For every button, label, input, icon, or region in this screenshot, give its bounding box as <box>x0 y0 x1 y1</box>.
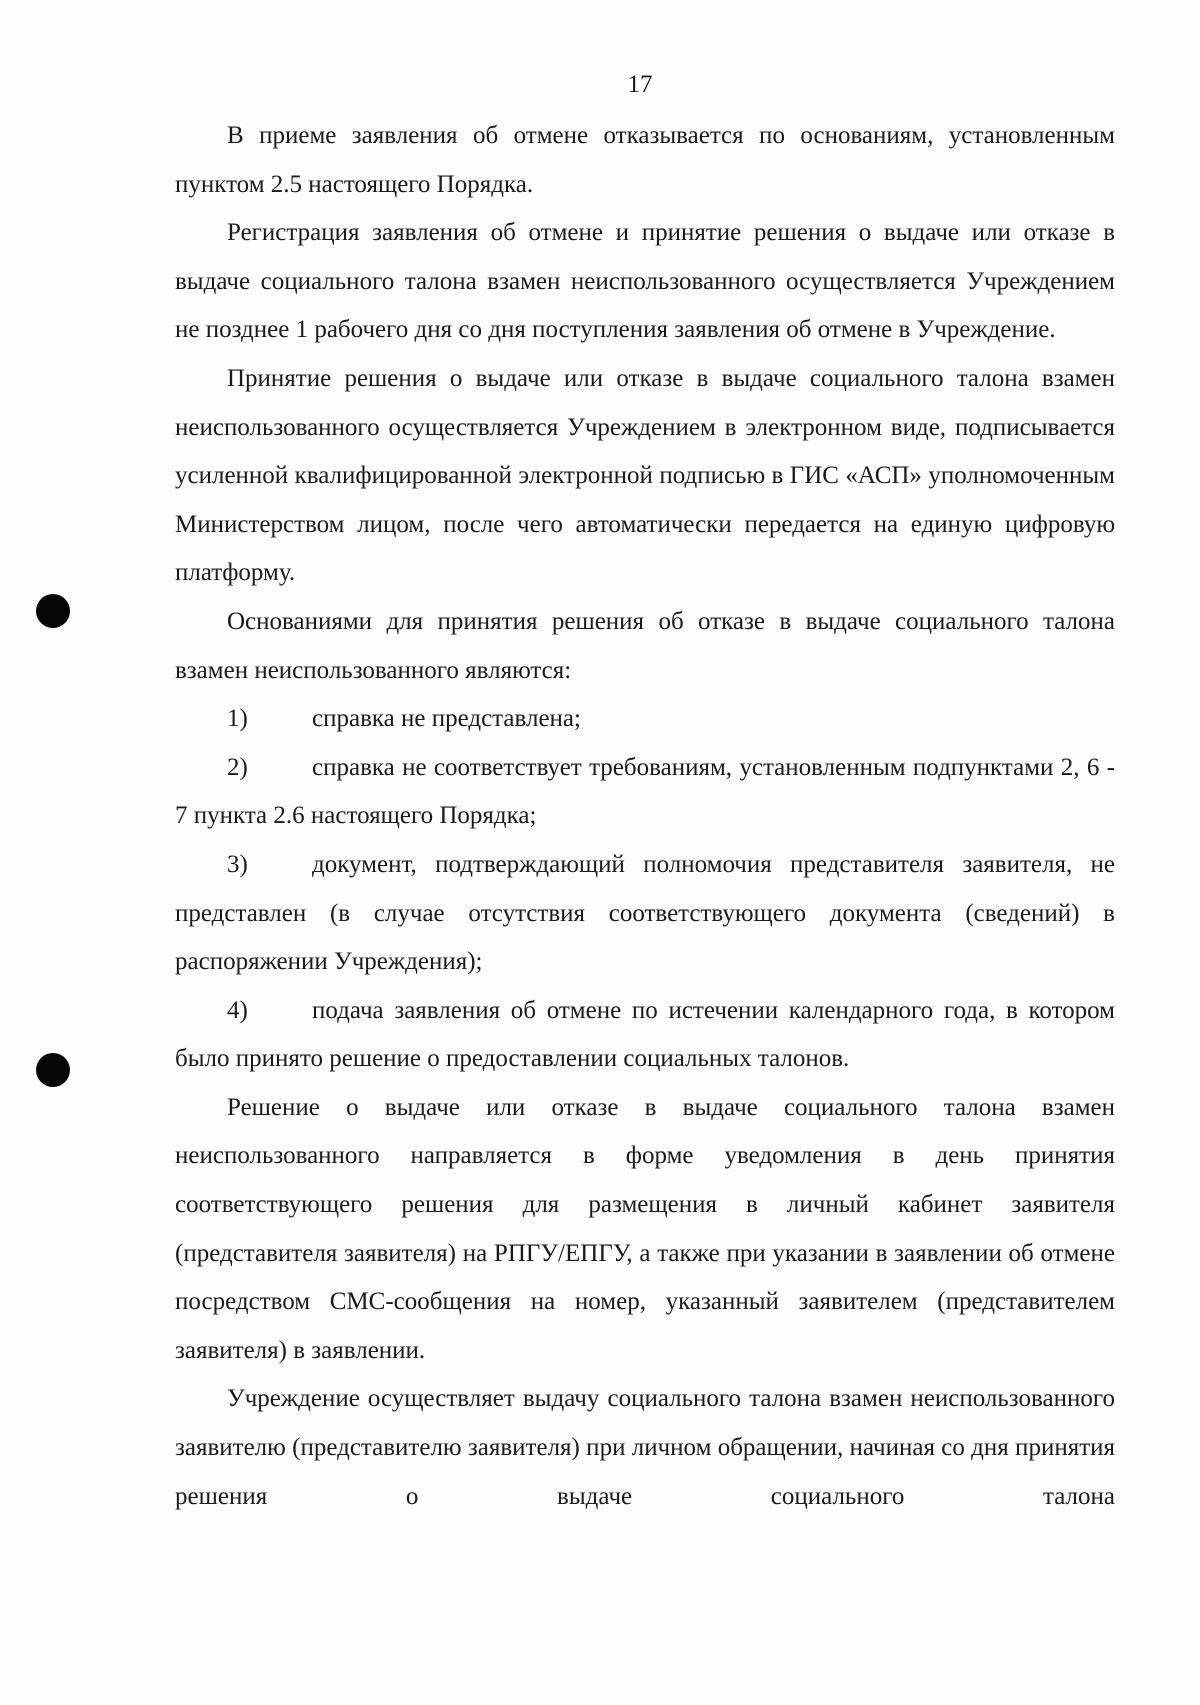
list-item-text: справка не соответствует требованиям, установленным подпунктами 2, 6 - 7 пункта 2.6 настоящего Порядка; <box>175 753 1115 830</box>
list-item-number: 2) <box>227 753 248 781</box>
paragraph: Основаниями для принятия решения об отказе в выдаче социального талона взамен неиспользованного являются: <box>175 607 1115 684</box>
list-item <box>175 841 1115 987</box>
list-item-number: 4) <box>227 996 248 1024</box>
punch-hole-mark <box>36 594 70 628</box>
paragraph: В приеме заявления об отмене отказывается по основаниям, установленным пунктом 2.5 настоящего Порядка. <box>175 122 1115 198</box>
paragraph: Принятие решения о выдаче или отказе в выдаче социального талона взамен неиспользованного осуществляется Учреждением в электронном виде, подписывается усиленной квалифицированной электронной подписью в ГИС «АСП» уполномоченным Министерством лицом, после чего автоматически передается на единую цифровую платформу. <box>175 364 1115 587</box>
punch-hole-mark <box>36 1053 70 1087</box>
list-item-text: справка не представлена; <box>312 705 581 733</box>
page-number: 17 <box>627 71 653 98</box>
paragraph: Учреждение осуществляет выдачу социального талона взамен неиспользованного заявителю (представителю заявителя) при личном обращении, начиная со дня принятия решения о выдаче социального талона <box>175 1385 1115 1510</box>
list-item-text: подача заявления об отмене по истечении календарного года, в котором было принято решение о предоставлении социальных талонов. <box>175 996 1115 1073</box>
list-item <box>175 987 1115 1084</box>
paragraph: Регистрация заявления об отмене и принятие решения о выдаче или отказе в выдаче социального талона взамен неиспользованного осуществляется Учреждением не позднее 1 рабочего дня со дня поступления заявления об отмене в Учреждение. <box>175 219 1115 344</box>
list-item <box>175 695 1115 744</box>
list-item-number: 3) <box>227 850 248 878</box>
paragraph: Решение о выдаче или отказе в выдаче социального талона взамен неиспользованного направляется в форме уведомления в день принятия соответствующего решения для размещения в личный кабинет заявителя (представителя заявителя) на РПГУ/ЕПГУ, а также при указании в заявлении об отмене посредством СМС-сообщения на номер, указанный заявителем (представителем заявителя) в заявлении. <box>175 1093 1115 1364</box>
list-item-number: 1) <box>227 705 248 733</box>
list-item <box>175 744 1115 841</box>
list-item-text: документ, подтверждающий полномочия представителя заявителя, не представлен (в случае отсутствия соответствующего документа (сведений) в распоряжении Учреждения); <box>175 850 1115 976</box>
document-body <box>175 112 1115 1521</box>
